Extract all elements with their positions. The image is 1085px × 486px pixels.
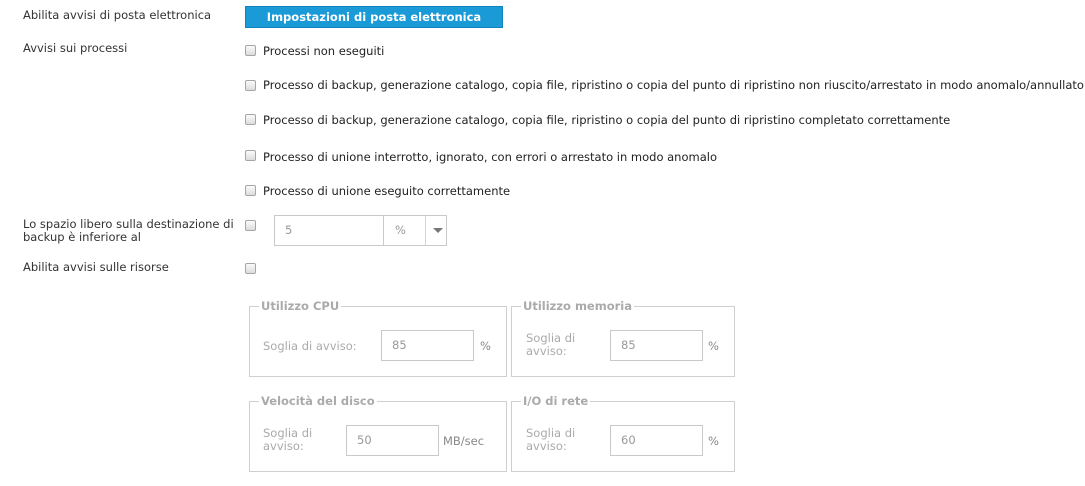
process-option-checkbox[interactable] <box>245 114 256 125</box>
memory-threshold-input[interactable]: 85 <box>610 330 703 361</box>
disk-threshold-unit: MB/sec <box>443 434 485 448</box>
cpu-threshold-label: Soglia di avviso: <box>263 339 357 353</box>
cpu-threshold-input[interactable]: 85 <box>381 330 474 361</box>
memory-threshold-label-line2: avviso: <box>526 344 567 358</box>
disk-speed-group <box>249 394 507 472</box>
free-space-input[interactable]: 5 <box>274 215 384 246</box>
memory-threshold-unit: % <box>708 339 719 353</box>
memory-usage-group <box>511 299 735 377</box>
memory-threshold-label-line1: Soglia di <box>526 331 576 345</box>
disk-speed-title: Velocità del disco <box>261 394 375 408</box>
free-space-checkbox[interactable] <box>245 220 256 231</box>
free-space-label-line1: Lo spazio libero sulla destinazione di <box>23 217 234 231</box>
resource-alerts-checkbox[interactable] <box>245 263 256 274</box>
process-option-label: Processi non eseguiti <box>263 44 385 58</box>
network-io-group <box>511 394 735 472</box>
free-space-unit-select[interactable] <box>383 215 447 246</box>
cpu-usage-title: Utilizzo CPU <box>261 299 340 313</box>
network-threshold-label-line2: avviso: <box>526 439 567 453</box>
resource-alerts-label: Abilita avvisi sulle risorse <box>23 260 169 274</box>
process-option-checkbox[interactable] <box>245 80 256 91</box>
email-alerts-label: Abilita avvisi di posta elettronica <box>23 8 212 22</box>
process-option-label: Processo di unione eseguito correttamente <box>263 184 511 198</box>
free-space-unit-value: % <box>395 223 406 237</box>
process-option-checkbox[interactable] <box>245 185 256 196</box>
cpu-usage-group <box>249 299 507 377</box>
network-threshold-label-line1: Soglia di <box>526 426 576 440</box>
disk-threshold-input[interactable]: 50 <box>346 425 439 456</box>
free-space-label-line2: backup è inferiore al <box>23 230 141 244</box>
disk-threshold-label-line1: Soglia di <box>263 426 313 440</box>
email-settings-button[interactable]: Impostazioni di posta elettronica <box>245 6 503 28</box>
process-option-label: Processo di backup, generazione catalogo, copia file, ripristino o copia del punto di ripristino non riuscito/arrestato in modo anomalo/annullato <box>263 78 1084 92</box>
memory-usage-title: Utilizzo memoria <box>523 299 632 313</box>
process-option-checkbox[interactable] <box>245 150 256 161</box>
select-divider <box>425 216 426 245</box>
process-option-label: Processo di backup, generazione catalogo, copia file, ripristino o copia del punto di ripristino completato correttamente <box>263 113 951 127</box>
chevron-down-icon[interactable] <box>433 228 443 233</box>
process-option-label: Processo di unione interrotto, ignorato, con errori o arrestato in modo anomalo <box>263 150 717 164</box>
cpu-threshold-unit: % <box>480 339 491 353</box>
network-io-title: I/O di rete <box>523 394 589 408</box>
network-threshold-input[interactable]: 60 <box>610 425 703 456</box>
process-option-checkbox[interactable] <box>245 45 256 56</box>
disk-threshold-label-line2: avviso: <box>263 439 304 453</box>
process-alerts-label: Avvisi sui processi <box>23 41 128 55</box>
network-threshold-unit: % <box>708 434 719 448</box>
